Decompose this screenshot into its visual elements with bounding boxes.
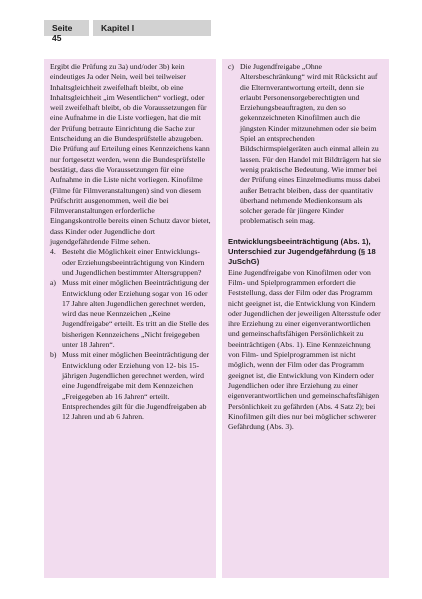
list-item-4: [50, 247, 211, 278]
list-item-text: Besteht die Möglichkeit einer Entwicklungs- oder Erziehungsbeeinträchtigung von Kindern und Jugendlichen bestimmter Altersgruppen?: [62, 247, 205, 277]
list-marker: 4.: [50, 247, 56, 257]
section-heading: Entwicklungsbeeinträchtigung (Abs. 1), Unterschied zur Jugendgefährdung (§ 18 JuSchG): [228, 236, 376, 267]
list-item-text: Muss mit einer möglichen Beeinträchtigung der Entwicklung oder Erziehung von 12- bis 15-jährigen Jugendlichen gerechnet werden, wird eine Jugendfreigabe mit dem Kennzeichen „Freigegeben ab 16 Jahren“ erteilt. Entsprechendes gilt für die Jugendfreigaben ab 12 Jahren und ab 6 Jahren.: [62, 350, 210, 422]
list-item-text: Muss mit einer möglichen Beeinträchtigung der Entwicklung oder Erziehung sogar von 16 oder 17 Jahre alten Jugendlichen gerechnet werden, wird das neue Kennzeichen „Keine Jugendfreigabe“ erteilt. Es tritt an die Stelle des bisherigen Kennzeichens „Nicht freigegeben unter 18 Jahren“.: [62, 278, 210, 350]
page-number-tab: Seite 45: [44, 20, 89, 36]
list-marker: c): [228, 62, 234, 71]
list-item-b: [50, 350, 211, 422]
intro-paragraph: Ergibt die Prüfung zu 3a) und/oder 3b) kein eindeutiges Ja oder Nein, weil bei teilweiser Inhaltsgleichheit zweifelhaft bleibt, ob eine Inhaltsgleichheit „im Wesentlichen“ vorliegt, oder weil zweifelhaft bleibt, ob die Voraussetzungen für eine Aufnahme in die Liste vorliegen, hat die mit der Prüfung betraute Einrichtung die Sache zur Entscheidung an die Bundesprüfstelle abzugeben. Die Prüfung auf Erteilung eines Kennzeichens kann nur fortgesetzt werden, wenn die Bundesprüfstelle bestätigt, dass die Voraussetzungen für eine Aufnahme in die Liste nicht vorliegen. Kinofilme (Filme für Filmveranstaltungen) sind von diesem Prüfschritt ausgenommen, weil die bei Filmveranstaltungen erforderliche Eingangskontrolle bereits einen Schutz davor bietet, dass Kinder oder Jugendliche dort jugendgefährdende Filme sehen.: [50, 62, 211, 247]
chapter-tab: Kapitel I: [93, 20, 211, 36]
list-marker: a): [50, 278, 56, 288]
section-body: Eine Jugendfreigabe von Kinofilmen oder von Film- und Spielprogrammen erfordert die Feststellung, dass der Film oder das Programm nicht geeignet ist, die Entwicklung von Kindern oder Jugendlichen der jeweiligen Altersstufe oder ihre Erziehung zu einer eigenverantwortlichen und gemeinschaftsfähigen Persönlichkeit zu beeinträchtigen (Abs. 1). Eine Kennzeichnung von Film- und Spielprogrammen ist nicht möglich, wenn der Film oder das Programm geeignet ist, die Entwicklung von Kindern oder Jugendlichen oder ihre Erziehung zu einer eigenverantwortlichen und gemeinschaftsfähigen Persönlichkeit zu gefährden (Abs. 4 Satz 2); bei Kinofilmen gilt dies nur bei möglicher schwerer Gefährdung (Abs. 3).: [228, 267, 381, 432]
list-item-a: [50, 278, 211, 350]
list-item-text: Die Jugendfreigabe „Ohne Altersbeschränkung“ wird mit Rücksicht auf die Elternverantwortung erteilt, denn sie erlaubt Personensorgeberechtigten und Erziehungsbeauftragten, zu den so gekennzeichneten Kinofilmen auch die jüngsten Kinder mitzunehmen oder sie beim Spiel an entsprechenden Bildschirmspielgeräten auch einmal allein zu lassen. Für den Handel mit Bildträgern hat sie wenig praktische Bedeutung. Wie immer bei der Prüfung eines Einzelmediums muss dabei außer Betracht bleiben, dass der quantitativ überhand nehmende Medienkonsum als solcher gerade für jüngere Kinder problematisch sein mag.: [240, 62, 382, 226]
right-column: [222, 59, 389, 578]
list-item-c: [228, 62, 384, 227]
left-column: [44, 59, 216, 578]
list-marker: b): [50, 350, 57, 360]
page-header: [44, 20, 211, 43]
